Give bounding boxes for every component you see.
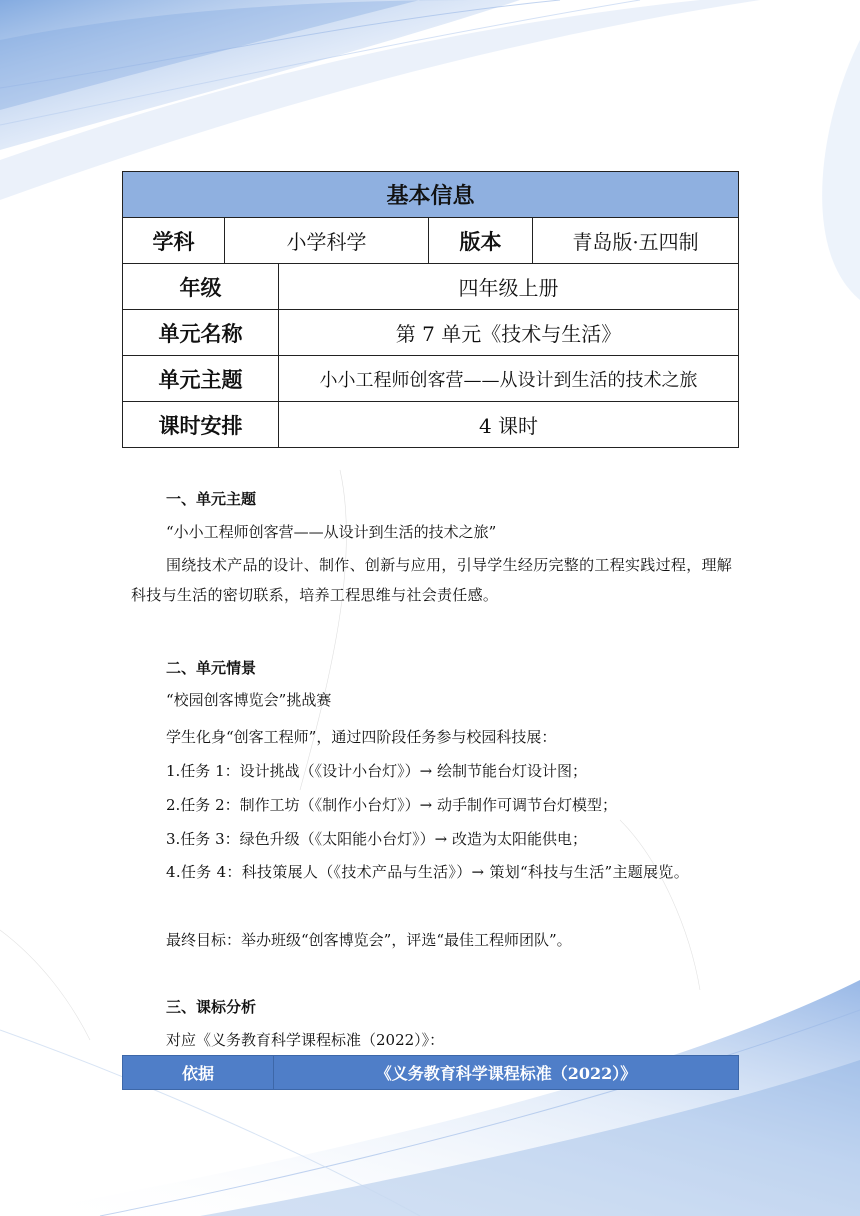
unit-theme-quote: “小小工程师创客营——从设计到生活的技术之旅” xyxy=(166,523,497,541)
standard-header: 《义务教育科学课程标准（2022）》 xyxy=(274,1056,739,1090)
unit-name-label: 单元名称 xyxy=(123,310,279,356)
grade-label: 年级 xyxy=(123,264,279,310)
unit-theme-label: 单元主题 xyxy=(123,356,279,402)
unit-name-value: 第 7 单元《技术与生活》 xyxy=(279,310,739,356)
grade-value: 四年级上册 xyxy=(279,264,739,310)
scenario-goal: 最终目标：举办班级“创客博览会”，评选“最佳工程师团队”。 xyxy=(166,931,572,949)
basic-info-table xyxy=(122,171,739,448)
edition-label: 版本 xyxy=(429,218,533,264)
task-item-3: 3.任务 3：绿色升级（《太阳能小台灯》）→ 改造为太阳能供电； xyxy=(166,830,587,848)
task-item-1: 1.任务 1：设计挑战（《设计小台灯》）→ 绘制节能台灯设计图； xyxy=(166,762,587,780)
scenario-intro: 学生化身“创客工程师”，通过四阶段任务参与校园科技展： xyxy=(166,728,557,746)
task-item-2: 2.任务 2：制作工坊（《制作小台灯》）→ 动手制作可调节台灯模型； xyxy=(166,796,617,814)
unit-theme-paragraph: 围绕技术产品的设计、制作、创新与应用，引导学生经历完整的工程实践过程，理解科技与生活的密切联系，培养工程思维与社会责任感。 xyxy=(131,556,733,604)
subject-label: 学科 xyxy=(123,218,225,264)
basis-header: 依据 xyxy=(123,1056,274,1090)
section-title-standards: 三、课标分析 xyxy=(166,998,257,1016)
standards-table xyxy=(122,1055,739,1090)
section-title-unit-scenario: 二、单元情景 xyxy=(166,659,257,677)
scenario-subtitle: “校园创客博览会”挑战赛 xyxy=(166,691,332,709)
basic-info-header: 基本信息 xyxy=(123,172,739,218)
schedule-label: 课时安排 xyxy=(123,402,279,448)
task-item-4: 4.任务 4：科技策展人（《技术产品与生活》）→ 策划“科技与生活”主题展览。 xyxy=(166,863,689,881)
subject-value: 小学科学 xyxy=(225,218,429,264)
section-title-unit-theme: 一、单元主题 xyxy=(166,490,257,508)
schedule-value: 4 课时 xyxy=(279,402,739,448)
edition-value: 青岛版·五四制 xyxy=(533,218,739,264)
unit-theme-value: 小小工程师创客营——从设计到生活的技术之旅 xyxy=(279,356,739,402)
standards-intro: 对应《义务教育科学课程标准（2022）》： xyxy=(166,1031,445,1049)
